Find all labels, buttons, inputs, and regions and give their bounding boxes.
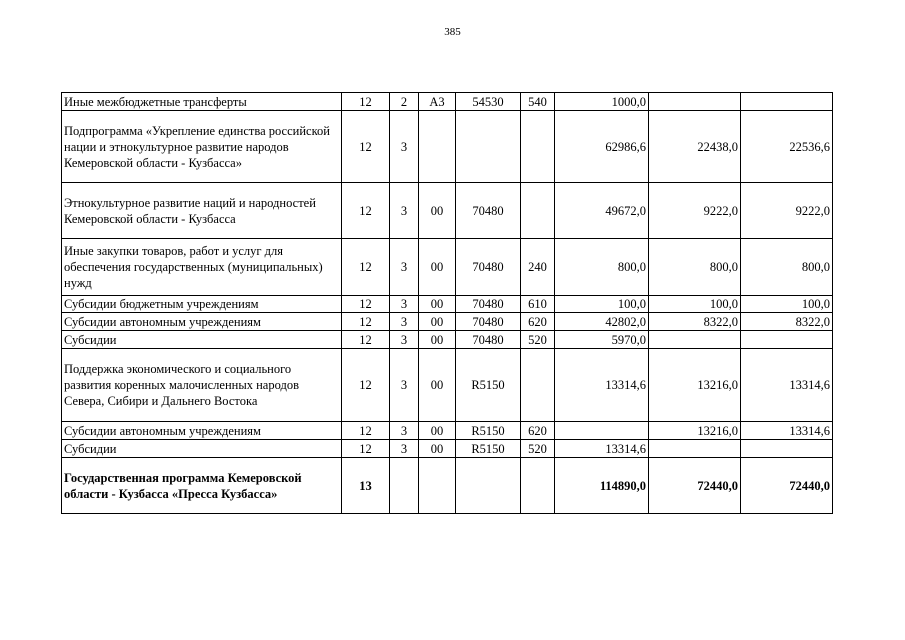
cell-code xyxy=(521,183,555,239)
cell-code: 3 xyxy=(390,331,419,349)
cell-code: 3 xyxy=(390,183,419,239)
cell-code: 00 xyxy=(419,349,456,422)
table-row xyxy=(62,93,833,111)
cell-value: 49672,0 xyxy=(555,183,649,239)
row-name: Поддержка экономического и социального развития коренных малочисленных народов Севера, Сибири и Дальнего Востока xyxy=(62,349,342,422)
cell-value: 22438,0 xyxy=(649,111,741,183)
row-name: Субсидии xyxy=(62,331,342,349)
cell-value: 22536,6 xyxy=(741,111,833,183)
cell-code: 520 xyxy=(521,440,555,458)
cell-code: 12 xyxy=(342,111,390,183)
cell-value: 800,0 xyxy=(555,239,649,296)
cell-value xyxy=(649,93,741,111)
cell-value xyxy=(741,440,833,458)
cell-code: 12 xyxy=(342,93,390,111)
cell-value: 800,0 xyxy=(741,239,833,296)
cell-code: 70480 xyxy=(456,239,521,296)
row-name: Иные межбюджетные трансферты xyxy=(62,93,342,111)
cell-value: 13216,0 xyxy=(649,349,741,422)
table-row xyxy=(62,440,833,458)
cell-code xyxy=(456,458,521,514)
row-name: Этнокультурное развитие наций и народностей Кемеровской области - Кузбасса xyxy=(62,183,342,239)
table-row xyxy=(62,296,833,313)
row-name: Субсидии автономным учреждениям xyxy=(62,422,342,440)
cell-code: 12 xyxy=(342,349,390,422)
row-name: Субсидии xyxy=(62,440,342,458)
cell-value: 13314,6 xyxy=(741,422,833,440)
cell-code: R5150 xyxy=(456,440,521,458)
cell-value: 1000,0 xyxy=(555,93,649,111)
cell-code: 240 xyxy=(521,239,555,296)
cell-value: 100,0 xyxy=(649,296,741,313)
cell-value: 100,0 xyxy=(555,296,649,313)
budget-table xyxy=(61,92,833,514)
cell-value: 800,0 xyxy=(649,239,741,296)
cell-code: 3 xyxy=(390,349,419,422)
cell-code: 00 xyxy=(419,422,456,440)
cell-code xyxy=(521,349,555,422)
row-name: Субсидии автономным учреждениям xyxy=(62,313,342,331)
cell-value: 9222,0 xyxy=(649,183,741,239)
cell-code: 520 xyxy=(521,331,555,349)
cell-code xyxy=(521,111,555,183)
cell-value xyxy=(649,331,741,349)
cell-code: 620 xyxy=(521,422,555,440)
cell-code: 12 xyxy=(342,331,390,349)
cell-code: А3 xyxy=(419,93,456,111)
cell-value xyxy=(555,422,649,440)
cell-code: 12 xyxy=(342,296,390,313)
cell-value: 9222,0 xyxy=(741,183,833,239)
row-name: Государственная программа Кемеровской области - Кузбасса «Пресса Кузбасса» xyxy=(62,458,342,514)
cell-value: 72440,0 xyxy=(741,458,833,514)
cell-code: 00 xyxy=(419,296,456,313)
cell-value: 13314,6 xyxy=(555,349,649,422)
cell-code: 00 xyxy=(419,313,456,331)
row-name: Иные закупки товаров, работ и услуг для обеспечения государственных (муниципальных) нужд xyxy=(62,239,342,296)
cell-code: 70480 xyxy=(456,183,521,239)
cell-code: R5150 xyxy=(456,422,521,440)
cell-code: R5150 xyxy=(456,349,521,422)
cell-code: 00 xyxy=(419,440,456,458)
cell-code xyxy=(456,111,521,183)
cell-value: 62986,6 xyxy=(555,111,649,183)
cell-value: 5970,0 xyxy=(555,331,649,349)
row-name: Подпрограмма «Укрепление единства российской нации и этнокультурное развитие народов Кемеровской области - Кузбасса» xyxy=(62,111,342,183)
table-row xyxy=(62,183,833,239)
cell-code: 54530 xyxy=(456,93,521,111)
table-row xyxy=(62,239,833,296)
cell-code xyxy=(390,458,419,514)
cell-value: 8322,0 xyxy=(741,313,833,331)
cell-code: 70480 xyxy=(456,313,521,331)
table-row xyxy=(62,422,833,440)
table-row xyxy=(62,349,833,422)
cell-value: 13314,6 xyxy=(741,349,833,422)
cell-value: 72440,0 xyxy=(649,458,741,514)
cell-code: 12 xyxy=(342,422,390,440)
cell-code: 12 xyxy=(342,440,390,458)
cell-value: 100,0 xyxy=(741,296,833,313)
cell-value: 114890,0 xyxy=(555,458,649,514)
cell-code xyxy=(419,458,456,514)
page-number: 385 xyxy=(444,26,461,38)
table-row xyxy=(62,313,833,331)
cell-code: 70480 xyxy=(456,331,521,349)
cell-code: 12 xyxy=(342,239,390,296)
table-row xyxy=(62,458,833,514)
cell-code: 70480 xyxy=(456,296,521,313)
cell-value: 8322,0 xyxy=(649,313,741,331)
cell-value: 42802,0 xyxy=(555,313,649,331)
cell-code: 3 xyxy=(390,239,419,296)
cell-code: 540 xyxy=(521,93,555,111)
cell-code: 3 xyxy=(390,440,419,458)
cell-code: 00 xyxy=(419,239,456,296)
cell-code: 00 xyxy=(419,183,456,239)
cell-value xyxy=(741,331,833,349)
cell-code xyxy=(521,458,555,514)
cell-code: 3 xyxy=(390,422,419,440)
cell-value xyxy=(649,440,741,458)
cell-code: 12 xyxy=(342,183,390,239)
cell-value xyxy=(741,93,833,111)
table-row xyxy=(62,111,833,183)
cell-code xyxy=(419,111,456,183)
cell-code: 3 xyxy=(390,313,419,331)
row-name: Субсидии бюджетным учреждениям xyxy=(62,296,342,313)
cell-code: 3 xyxy=(390,296,419,313)
cell-code: 2 xyxy=(390,93,419,111)
cell-value: 13314,6 xyxy=(555,440,649,458)
table-row xyxy=(62,331,833,349)
cell-code: 00 xyxy=(419,331,456,349)
cell-code: 12 xyxy=(342,313,390,331)
cell-code: 620 xyxy=(521,313,555,331)
cell-code: 3 xyxy=(390,111,419,183)
cell-code: 610 xyxy=(521,296,555,313)
cell-value: 13216,0 xyxy=(649,422,741,440)
cell-code: 13 xyxy=(342,458,390,514)
